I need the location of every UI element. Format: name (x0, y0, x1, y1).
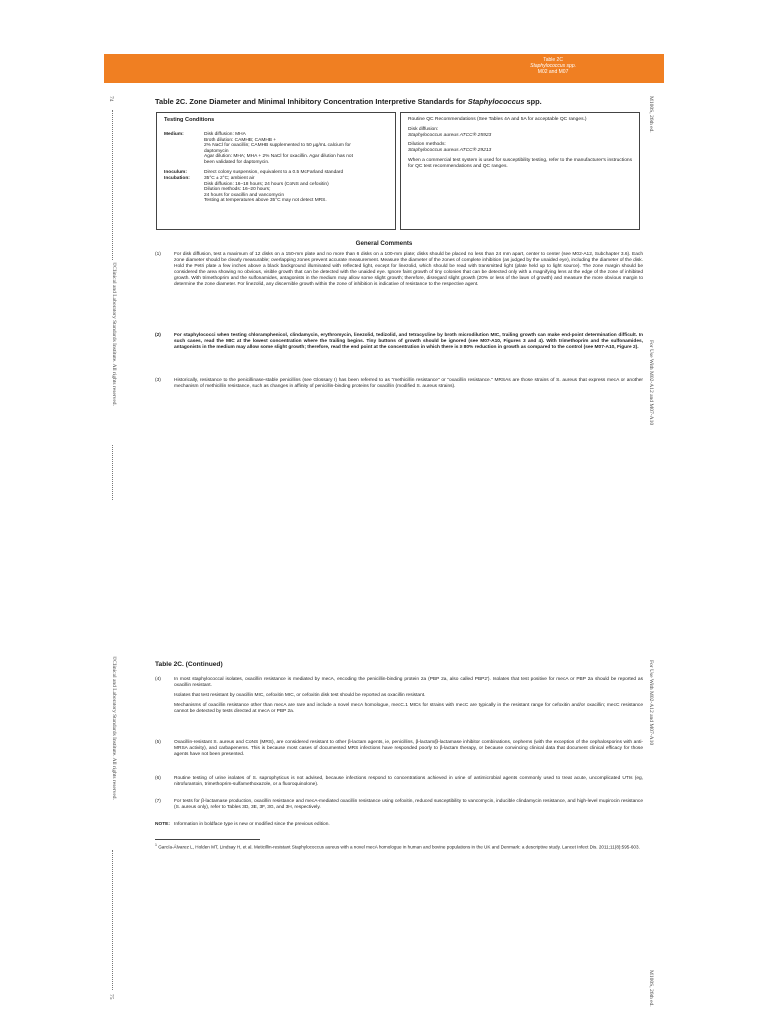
qc-recommendations-box (400, 112, 640, 230)
qc-heading: Routine QC Recommendations (See Tables 4A and 5A for acceptable QC ranges.) (408, 117, 587, 122)
copyright-side-left-p2: ©Clinical and Laboratory Standards Institute. All rights reserved. (111, 656, 117, 800)
general-comments-heading: General Comments (355, 240, 413, 247)
qc-dilution-label: Dilution methods: (408, 142, 446, 148)
table-title: Table 2C. Zone Diameter and Minimal Inhibitory Concentration Interpretive Standards for Staphylococcus spp. (155, 97, 542, 106)
use-with-side-right-p2: For Use With M02-A12 and M07-A10 (648, 660, 654, 746)
banner-line-1: Table 2C (543, 57, 563, 63)
left-dotted-rule (112, 110, 113, 260)
table-title-continued: Table 2C. (Continued) (155, 661, 223, 668)
qc-disk-label: Disk diffusion: (408, 126, 439, 132)
testing-conditions-box: Testing Conditions Medium: Disk diffusion: MHA Broth dilution: CAMHB; CAMHB + 2% NaCl for oxacillin; CAMHB supplemented to 50 µg/mL calcium for daptomycin Agar dilution: MHA; MHA + 2% NaCl for oxacillin. Agar dilution has not been validated for daptomycin. Inoculum: Direct colony suspension, equivalent to a 0.5 McFarland standard Incubation: 35°C ± 2°C; ambient air Disk diffusion: 16–18 hours; 24 hours (CoNS and cefoxitin) Dilution methods: 16–20 hours; 24 hours for oxacillin and vancomycin Testing at temperatures above 35°C may not detect MRS. (156, 112, 396, 230)
page-number-left: 74 (108, 96, 114, 102)
use-with-side-right: For Use With M02-A12 and M07-A10 (648, 340, 654, 426)
copyright-side-left: ©Clinical and Laboratory Standards Institute. All rights reserved. (111, 262, 117, 406)
note: NOTE: Information in boldface type is new or modified since the previous edition. (155, 822, 330, 827)
edition-side-right: M100S, 26th ed. (648, 96, 654, 133)
banner-line-2: Staphylococcus spp. (530, 63, 576, 69)
footnote: $^1$ García-Álvarez L, Holden MT, Lindsay H, et al. Meticillin-resistant Staphylococcus aureus with a novel mecA homologue in human and bovine populations in the UK and Denmark: a descriptive study. Lancet Infect Dis. 2011;11(8):595-603. (155, 843, 640, 850)
banner-line-3: M02 and M07 (537, 69, 569, 75)
testing-conditions-heading: Testing Conditions (164, 117, 215, 123)
table-banner (104, 54, 664, 83)
qc-note: When a commercial test system is used for susceptibility testing, refer to the manufacturer's instructions for QC test recommendations and QC ranges. (408, 157, 633, 169)
qc-disk-strain: Staphylococcus aureus ATCC® 25923 (408, 132, 492, 138)
left-dotted-rule-p2 (112, 850, 113, 990)
edition-side-right-p2: M100S, 26th ed. (648, 970, 654, 1007)
qc-dilution-strain: Staphylococcus aureus ATCC® 29213 (408, 148, 492, 154)
footnote-rule (155, 839, 260, 840)
left-dotted-rule-lower (112, 445, 113, 500)
page-number-p2: 75 (108, 994, 114, 1000)
